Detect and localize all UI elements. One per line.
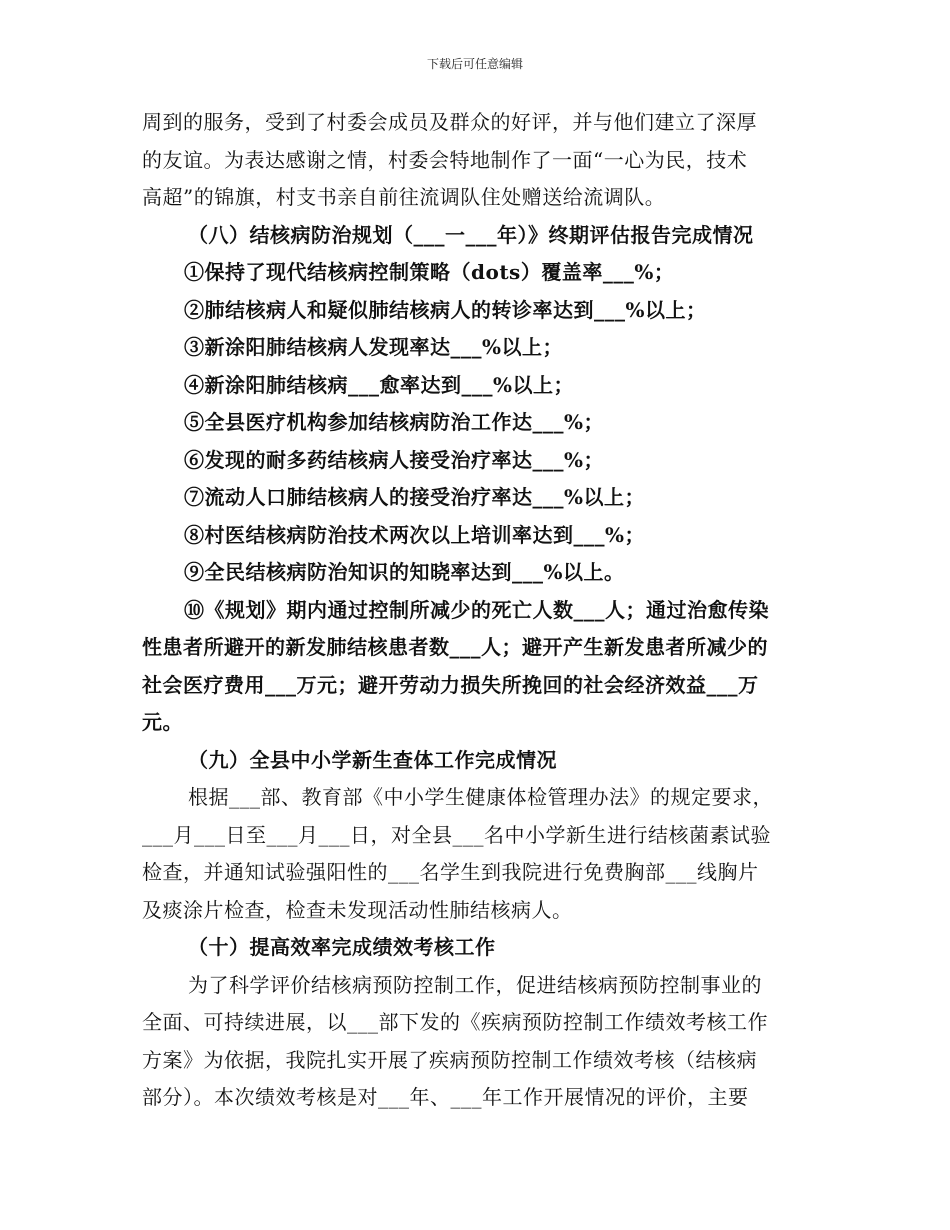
text-line: ②肺结核病人和疑似肺结核病人的转诊率达到___%以上； xyxy=(184,297,707,322)
page-header: 下载后可任意编辑 xyxy=(426,57,523,71)
text-line: 根据___部、教育部《中小学生健康体检管理办法》的规定要求， xyxy=(188,785,773,809)
text-line: （十）提高效率完成绩效考核工作 xyxy=(188,935,496,959)
text-line: 社会医疗费用___万元；避开劳动力损失所挽回的社会经济效益___万 xyxy=(142,672,759,697)
text-line: ⑧村医结核病防治技术两次以上培训率达到___%； xyxy=(184,522,646,547)
text-line: ⑥发现的耐多药结核病人接受治疗率达___%； xyxy=(184,447,605,472)
text-line: 及痰涂片检查，检查未发现活动性肺结核病人。 xyxy=(142,897,573,922)
text-line: 检查，并通知试验强阳性的___名学生到我院进行免费胸部___线胸片 xyxy=(142,860,759,884)
text-line: ④新涂阳肺结核病___愈率达到___%以上； xyxy=(184,372,575,397)
text-line: ⑦流动人口肺结核病人的接受治疗率达___%以上； xyxy=(184,485,646,509)
text-line: 为了科学评价结核病预防控制工作，促进结核病预防控制事业的 xyxy=(188,972,762,997)
text-line: ⑩《规划》期内通过控制所减少的死亡人数___人；通过治愈传染 xyxy=(184,597,769,622)
text-line: 周到的服务，受到了村委会成员及群众的好评，并与他们建立了深厚 xyxy=(142,110,757,134)
document-body xyxy=(142,104,810,1117)
text-line: （九）全县中小学新生查体工作完成情况 xyxy=(188,747,557,772)
text-line: （八）结核病防治规划（___一___年）》终期评估报告完成情况 xyxy=(188,222,754,247)
text-line: ⑨全民结核病防治知识的知晓率达到___%以上。 xyxy=(184,560,625,584)
text-line: 性患者所避开的新发肺结核患者数___人；避开产生新发患者所减少的 xyxy=(142,635,768,659)
text-line: ⑤全县医疗机构参加结核病防治工作达___%； xyxy=(184,410,605,434)
text-line: 元。 xyxy=(142,710,183,734)
text-line: 全面、可持续进展，以___部下发的《疾病预防控制工作绩效考核工作 xyxy=(142,1010,768,1034)
text-line: 高超”的锦旗，村支书亲自前往流调队住处赠送给流调队。 xyxy=(142,185,666,209)
text-line: 的友谊。为表达感谢之情，村委会特地制作了一面“一心为民，技术 xyxy=(142,147,748,172)
text-line: 方案》为依据，我院扎实开展了疾病预防控制工作绩效考核（结核病 xyxy=(142,1047,757,1072)
text-line: ③新涂阳肺结核病人发现率达___%以上； xyxy=(184,335,564,359)
text-line: ①保持了现代结核病控制策略（dots）覆盖率___%； xyxy=(184,260,675,284)
text-line: ___月___日至___月___日，对全县___名中小学新生进行结核菌素试验 xyxy=(142,822,771,847)
text-line: 部分）。本次绩效考核是对___年、___年工作开展情况的评价，主要 xyxy=(142,1085,749,1109)
